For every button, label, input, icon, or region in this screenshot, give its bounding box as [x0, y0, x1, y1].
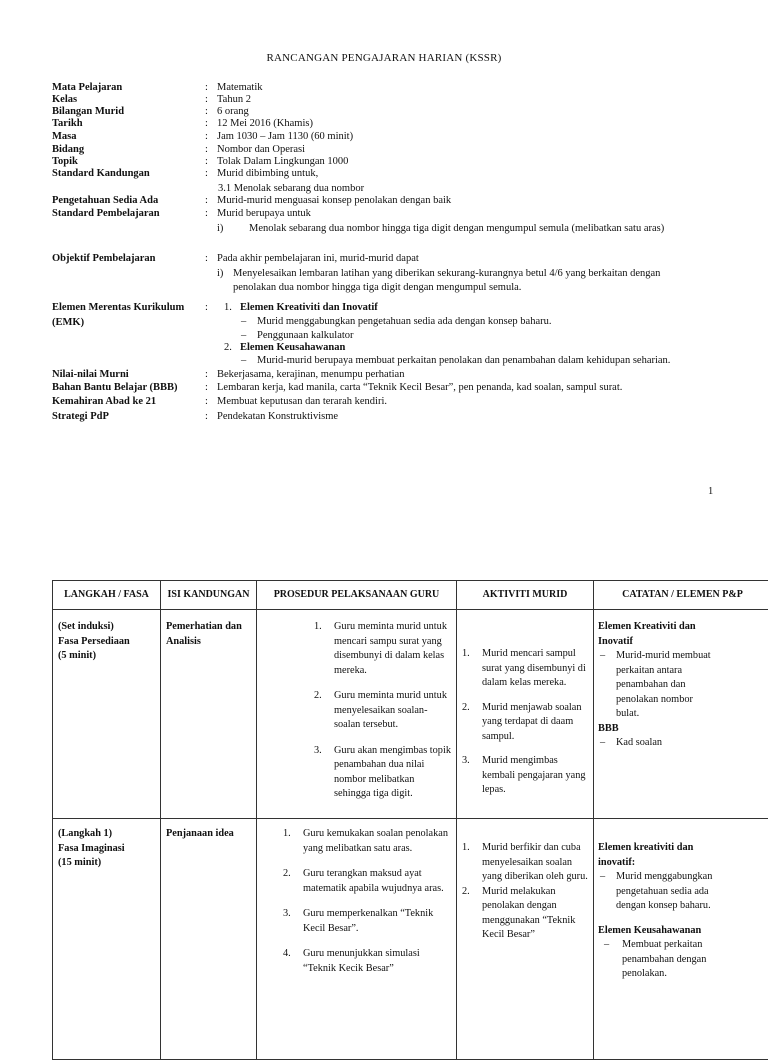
dash-bullet: – — [241, 330, 246, 343]
catatan-heading: Elemen kreativiti dan inovatif: — [598, 841, 723, 870]
guru-cell — [257, 819, 457, 1060]
info-value: Pendekatan Konstruktivisme — [217, 411, 338, 424]
objektif-label: Objektif Pembelajaran — [52, 253, 156, 266]
objektif-num: i) — [217, 268, 223, 281]
list-item: 4. Guru menunjukkan simulasi “Teknik Kecik Besar” — [283, 947, 453, 976]
catatan-item: – Kad soalan — [598, 736, 718, 751]
list-item: 3. Guru memperkenalkan “Teknik Kecil Besar”. — [283, 907, 453, 936]
langkah-text: (Set induksi) — [58, 620, 130, 635]
info-value: Murid-murid menguasai konsep penolakan dengan baik — [217, 195, 451, 208]
isi-kandungan-text: Pemerhatian dan Analisis — [166, 620, 252, 649]
dash-bullet: – — [241, 355, 246, 368]
standard-pembelajaran-num: i) — [217, 223, 223, 236]
info-label: Tarikh — [52, 118, 83, 131]
table-row — [53, 610, 768, 819]
emk-element-title: Elemen Keusahawanan — [240, 342, 345, 355]
list-item: 2. Guru meminta murid untuk menyelesaikan soalan-soalan tersebut. — [314, 689, 452, 733]
list-item: 1. Guru kemukakan soalan penolakan yang melibatkan satu aras. — [283, 827, 453, 856]
info-label: Standard Kandungan — [52, 168, 150, 181]
info-value: 6 orang — [217, 106, 249, 119]
colon: : — [205, 382, 208, 395]
info-label: Standard Pembelajaran — [52, 208, 160, 221]
info-label: Mata Pelajaran — [52, 82, 122, 95]
langkah-cell — [53, 819, 161, 1060]
emk-item: Murid-murid berupaya membuat perkaitan penolakan dan penambahan dalam kehidupan seharian. — [257, 355, 670, 368]
list-item: 2. Murid melakukan penolakan dengan menggunakan “Teknik Kecil Besar” — [462, 885, 588, 943]
info-value: 12 Mei 2016 (Khamis) — [217, 118, 313, 131]
isi-kandungan-text: Penjanaan idea — [166, 827, 252, 842]
list-item: 2. Murid menjawab soalan yang terdapat di daam sampul. — [462, 701, 588, 745]
colon: : — [205, 411, 208, 424]
emk-item: Murid menggabungkan pengetahuan sedia ada dengan konsep baharu. — [257, 316, 552, 329]
emk-item: Penggunaan kalkulator — [257, 330, 354, 343]
colon: : — [205, 253, 208, 266]
list-item: 2. Guru terangkan maksud ayat matematik apabila wujudnya aras. — [283, 867, 453, 896]
info-value: Bekerjasama, kerajinan, menumpu perhatian — [217, 369, 404, 382]
colon: : — [205, 118, 208, 131]
catatan-heading: Elemen Keusahawanan — [598, 924, 723, 939]
info-label: Nilai-nilai Murni — [52, 369, 129, 382]
info-value: Tolak Dalam Lingkungan 1000 — [217, 156, 348, 169]
catatan-item: – Murid-murid membuat perkaitan antara penambahan dan penolakan nombor bulat. — [598, 649, 718, 722]
info-label: Pengetahuan Sedia Ada — [52, 195, 158, 208]
info-value: Jam 1030 – Jam 1130 (60 minit) — [217, 131, 353, 144]
info-value: Tahun 2 — [217, 94, 251, 107]
page-number: 1 — [708, 486, 713, 499]
list-item: 1. Guru meminta murid untuk mencari sampu surat yang disembunyi di dalam kelas mereka. — [314, 620, 452, 678]
catatan-item: – Membuat perkaitan penambahan dengan penolakan. — [598, 938, 723, 982]
murid-steps-list — [462, 647, 588, 798]
info-value: Nombor dan Operasi — [217, 144, 305, 157]
standard-pembelajaran-item: Menolak sebarang dua nombor hingga tiga digit dengan mengumpul semula (melibatkan satu aras) — [249, 223, 664, 236]
info-value: Murid dibimbing untuk, — [217, 168, 318, 181]
info-value: Matematik — [217, 82, 263, 95]
guru-steps-list — [314, 620, 452, 802]
info-label: Topik — [52, 156, 78, 169]
info-value: Murid berupaya untuk — [217, 208, 311, 221]
langkah-text: Fasa Persediaan — [58, 635, 130, 650]
catatan-cell — [594, 610, 768, 819]
murid-cell — [457, 610, 594, 819]
info-label: Bidang — [52, 144, 84, 157]
lesson-plan-table — [52, 580, 768, 1060]
catatan-cell — [594, 819, 768, 1060]
colon: : — [205, 94, 208, 107]
objektif-intro: Pada akhir pembelajaran ini, murid-murid dapat — [217, 253, 419, 266]
langkah-text: (5 minit) — [58, 649, 130, 664]
table-header-row — [53, 581, 768, 610]
catatan-heading: BBB — [598, 722, 718, 737]
info-label: Strategi PdP — [52, 411, 109, 424]
colon: : — [205, 396, 208, 409]
objektif-line: penolakan dua nombor hingga tiga digit dengan mengumpul semula. — [233, 282, 521, 295]
info-value: Lembaran kerja, kad manila, carta “Teknik Kecil Besar”, pen penanda, kad soalan, sampul surat. — [217, 382, 622, 395]
guru-cell — [257, 610, 457, 819]
catatan-heading: Elemen Kreativiti dan Inovatif — [598, 620, 718, 649]
murid-steps-list — [462, 841, 588, 943]
colon: : — [205, 131, 208, 144]
catatan-item: – Murid menggabungkan pengetahuan sedia ada dengan konsep baharu. — [598, 870, 723, 914]
dash-bullet: – — [241, 316, 246, 329]
column-header: ISI KANDUNGAN — [161, 581, 257, 610]
document-title: RANCANGAN PENGAJARAN HARIAN (KSSR) — [0, 52, 768, 65]
list-item: 3. Murid mengimbas kembali pengajaran yang lepas. — [462, 754, 588, 798]
info-value: Membuat keputusan dan terarah kendiri. — [217, 396, 387, 409]
langkah-text: (15 minit) — [58, 856, 125, 871]
colon: : — [205, 208, 208, 221]
colon: : — [205, 168, 208, 181]
colon: : — [205, 195, 208, 208]
guru-steps-list — [283, 827, 453, 976]
objektif-line: Menyelesaikan lembaran latihan yang diberikan sekurang-kurangnya betul 4/6 yang berkaitan dengan — [233, 268, 660, 281]
emk-element-title: Elemen Kreativiti dan Inovatif — [240, 302, 378, 315]
info-label: Bilangan Murid — [52, 106, 124, 119]
langkah-cell — [53, 610, 161, 819]
colon: : — [205, 369, 208, 382]
info-label: Kelas — [52, 94, 77, 107]
emk-num: 1. — [224, 302, 232, 315]
column-header: AKTIVITI MURID — [457, 581, 594, 610]
emk-num: 2. — [224, 342, 232, 355]
colon: : — [205, 106, 208, 119]
emk-label-abbr: (EMK) — [52, 317, 84, 330]
isi-cell — [161, 610, 257, 819]
info-label: Masa — [52, 131, 77, 144]
list-item: 1. Murid berfikir dan cuba menyelesaikan soalan yang diberikan oleh guru. — [462, 841, 588, 885]
table-row — [53, 819, 768, 1060]
colon: : — [205, 156, 208, 169]
info-label: Kemahiran Abad ke 21 — [52, 396, 156, 409]
colon: : — [205, 302, 208, 315]
standard-kandungan-item: 3.1 Menolak sebarang dua nombor — [218, 183, 364, 196]
column-header: PROSEDUR PELAKSANAAN GURU — [257, 581, 457, 610]
langkah-text: (Langkah 1) — [58, 827, 125, 842]
langkah-text: Fasa Imaginasi — [58, 842, 125, 857]
column-header: LANGKAH / FASA — [53, 581, 161, 610]
colon: : — [205, 82, 208, 95]
emk-label: Elemen Merentas Kurikulum — [52, 302, 184, 315]
murid-cell — [457, 819, 594, 1060]
list-item: 1. Murid mencari sampul surat yang disembunyi di dalam kelas mereka. — [462, 647, 588, 691]
colon: : — [205, 144, 208, 157]
info-label: Bahan Bantu Belajar (BBB) — [52, 382, 178, 395]
list-item: 3. Guru akan mengimbas topik penambahan dua nilai nombor melibatkan sehingga tiga digit. — [314, 744, 452, 802]
column-header: CATATAN / ELEMEN P&P — [594, 581, 768, 610]
isi-cell — [161, 819, 257, 1060]
